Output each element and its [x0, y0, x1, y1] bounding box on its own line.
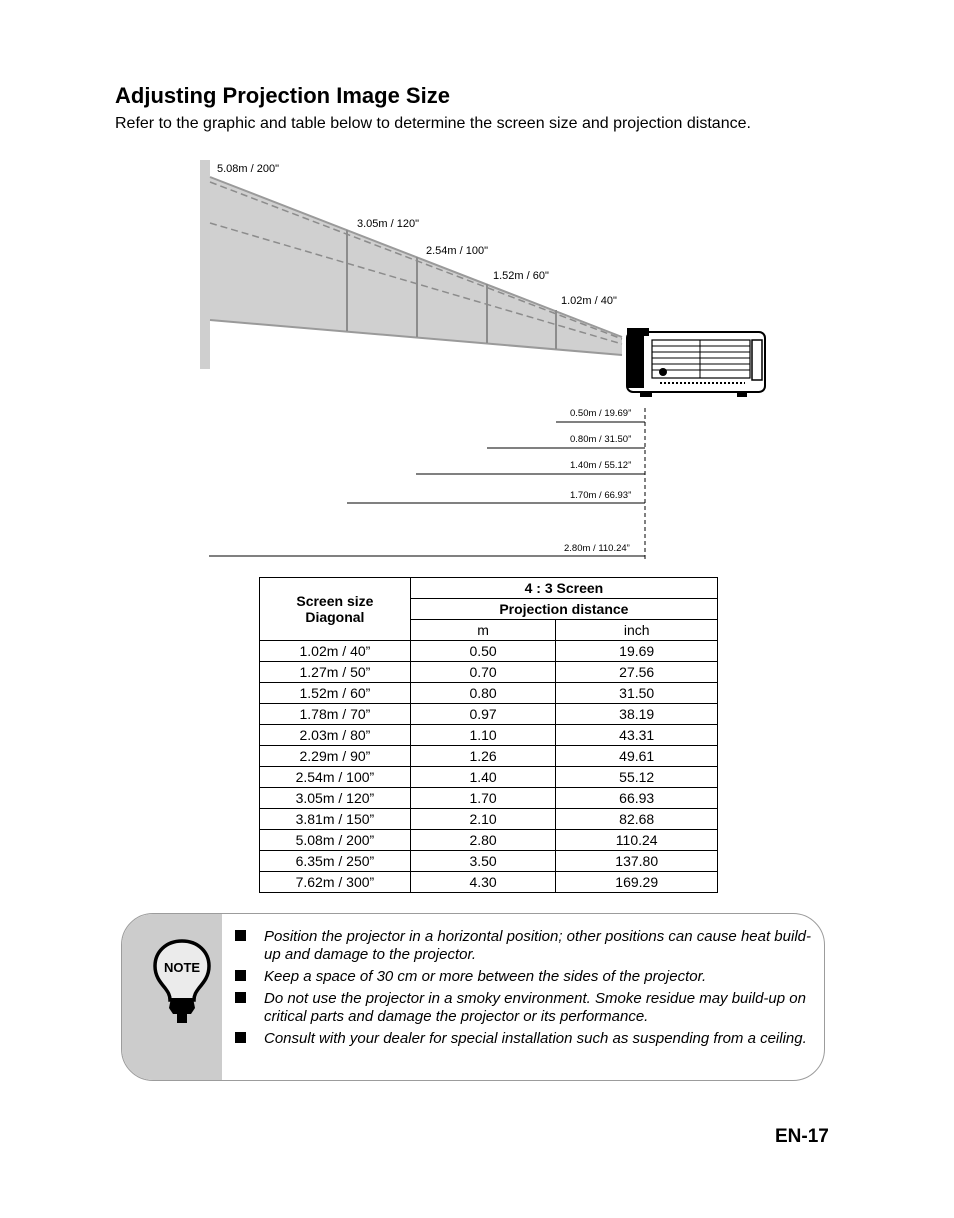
projection-distance-header: Projection distance [410, 599, 717, 620]
table-row [260, 872, 718, 893]
projection-diagram [0, 0, 954, 570]
distance-m-cell: 0.80 [410, 683, 556, 704]
wall [200, 160, 210, 369]
distance-label-60: 0.80m / 31.50” [570, 434, 632, 445]
screen-size-cell: 1.52m / 60” [260, 683, 411, 704]
table-row [260, 767, 718, 788]
distance-m-cell: 4.30 [410, 872, 556, 893]
distance-inch-cell: 169.29 [556, 872, 718, 893]
distance-m-cell: 0.70 [410, 662, 556, 683]
distance-inch-cell: 31.50 [556, 683, 718, 704]
table-row [260, 662, 718, 683]
distance-label-100: 1.40m / 55.12” [570, 460, 632, 471]
screen-size-cell: 5.08m / 200” [260, 830, 411, 851]
note-item-text: Do not use the projector in a smoky environment. Smoke residue may build-up on critical parts and damage the projector or its performance. [264, 990, 806, 1025]
table-row [260, 683, 718, 704]
unit-inch-header: inch [556, 620, 718, 641]
bullet-square-icon [235, 1032, 246, 1043]
note-box [121, 913, 825, 1081]
note-item-text: Position the projector in a horizontal position; other positions can cause heat build-up and damage to the projector. [264, 928, 811, 963]
note-list [232, 928, 812, 1052]
distance-inch-cell: 43.31 [556, 725, 718, 746]
distance-m-cell: 2.80 [410, 830, 556, 851]
distance-inch-cell: 55.12 [556, 767, 718, 788]
screen-size-cell: 3.05m / 120” [260, 788, 411, 809]
screen-size-header: Screen size Diagonal [260, 578, 411, 641]
note-item-text: Consult with your dealer for special installation such as suspending from a ceiling. [264, 1030, 807, 1047]
screen-label-120: 3.05m / 120" [357, 218, 419, 230]
distance-label-120: 1.70m / 66.93” [570, 490, 632, 501]
distance-inch-cell: 110.24 [556, 830, 718, 851]
unit-m-header: m [410, 620, 556, 641]
table-row [260, 851, 718, 872]
table-row [260, 641, 718, 662]
note-item [232, 1030, 812, 1048]
distance-m-cell: 0.97 [410, 704, 556, 725]
note-item-text: Keep a space of 30 cm or more between the sides of the projector. [264, 968, 707, 985]
screen-size-cell: 7.62m / 300” [260, 872, 411, 893]
ratio-header: 4 : 3 Screen [410, 578, 717, 599]
distance-m-cell: 1.70 [410, 788, 556, 809]
distance-m-cell: 1.40 [410, 767, 556, 788]
projector-icon [627, 328, 765, 397]
page-number: EN-17 [775, 1126, 829, 1147]
intro-text: Refer to the graphic and table below to determine the screen size and projection distance. [115, 115, 751, 132]
lightbulb-note-icon [152, 938, 212, 1028]
screen-label-100: 2.54m / 100" [426, 245, 488, 257]
table-row [260, 809, 718, 830]
distance-inch-cell: 66.93 [556, 788, 718, 809]
note-item [232, 928, 812, 964]
screen-label-60: 1.52m / 60" [493, 270, 549, 282]
table-row [260, 830, 718, 851]
screen-size-cell: 2.03m / 80” [260, 725, 411, 746]
note-item [232, 968, 812, 986]
distance-m-cell: 2.10 [410, 809, 556, 830]
note-item [232, 990, 812, 1026]
screen-size-cell: 3.81m / 150” [260, 809, 411, 830]
table-row [260, 725, 718, 746]
bullet-square-icon [235, 992, 246, 1003]
distance-label-40: 0.50m / 19.69” [570, 408, 632, 419]
distance-m-cell: 3.50 [410, 851, 556, 872]
screen-label-40: 1.02m / 40" [561, 295, 617, 307]
screen-size-cell: 1.02m / 40” [260, 641, 411, 662]
bullet-square-icon [235, 970, 246, 981]
distance-m-cell: 1.26 [410, 746, 556, 767]
screen-label-200: 5.08m / 200" [217, 163, 279, 175]
projection-table [259, 577, 718, 893]
distance-inch-cell: 19.69 [556, 641, 718, 662]
table-body [260, 641, 718, 893]
screen-size-cell: 1.27m / 50” [260, 662, 411, 683]
distance-inch-cell: 27.56 [556, 662, 718, 683]
screen-size-cell: 6.35m / 250” [260, 851, 411, 872]
distance-inch-cell: 137.80 [556, 851, 718, 872]
distance-m-cell: 0.50 [410, 641, 556, 662]
distance-label-200: 2.80m / 110.24” [564, 543, 630, 554]
bullet-square-icon [235, 930, 246, 941]
distance-inch-cell: 82.68 [556, 809, 718, 830]
screen-size-cell: 2.54m / 100” [260, 767, 411, 788]
distance-inch-cell: 38.19 [556, 704, 718, 725]
screen-size-cell: 1.78m / 70” [260, 704, 411, 725]
table-row [260, 746, 718, 767]
table-row [260, 788, 718, 809]
screen-size-cell: 2.29m / 90” [260, 746, 411, 767]
table-row [260, 704, 718, 725]
distance-inch-cell: 49.61 [556, 746, 718, 767]
page-title: Adjusting Projection Image Size [115, 83, 450, 108]
distance-m-cell: 1.10 [410, 725, 556, 746]
note-icon-label: NOTE [163, 960, 201, 975]
